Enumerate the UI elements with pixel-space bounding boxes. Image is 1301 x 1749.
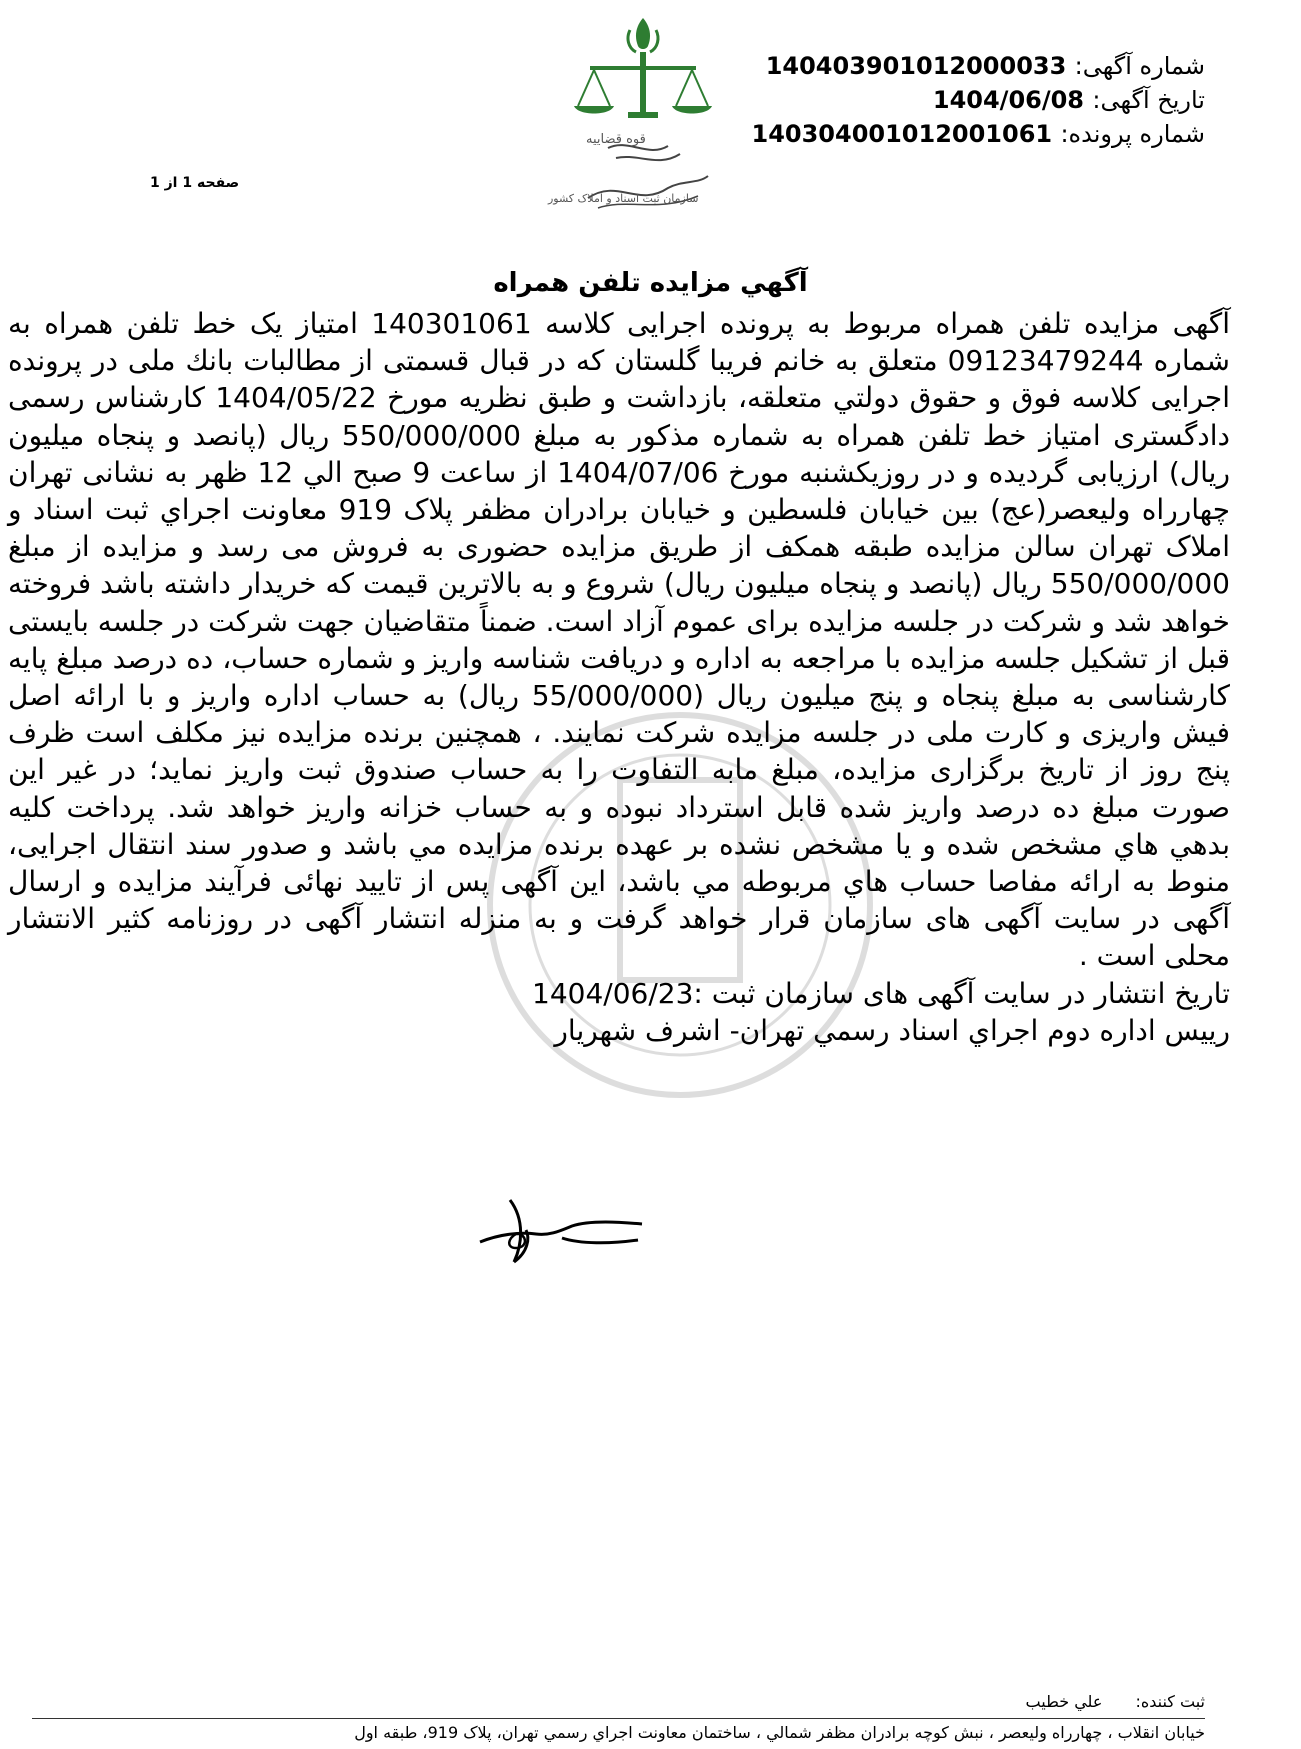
publish-date-line: تاریخ انتشار در سایت آگهی های سازمان ثبت :1404/06/23 <box>532 976 1230 1010</box>
notice-number-label: شماره آگهی: <box>1074 52 1205 80</box>
judiciary-emblem-icon <box>568 8 718 223</box>
notice-body <box>8 305 1230 1049</box>
notice-number-line <box>766 52 1205 80</box>
emblem-caption-organization: سازمان ثبت اسناد و املاک کشور <box>548 192 699 205</box>
case-number-label: شماره پرونده: <box>1060 120 1205 148</box>
case-number-line <box>752 120 1206 148</box>
page-title: آگهي مزايده تلفن همراه <box>493 268 808 298</box>
notice-date-label: تاریخ آگهی: <box>1092 86 1205 114</box>
registrar-label: ثبت کننده: <box>1135 1692 1205 1711</box>
case-number-value: 140304001012001061 <box>751 120 1053 148</box>
signer-line: رییس اداره دوم اجراي اسناد رسمي تهران- اشرف شهريار <box>554 1013 1230 1047</box>
page-number: صفحه 1 از 1 <box>150 175 240 191</box>
notice-date-value: 1404/06/08 <box>932 86 1084 114</box>
footer-address: خيابان انقلاب ، چهارراه وليعصر ، نبش کوچه برادران مظفر شمالي ، ساختمان معاونت اجراي رسمي تهران، پلاک 919، طبقه اول <box>354 1723 1205 1742</box>
notice-date-line <box>933 86 1205 114</box>
notice-paragraph: آگهی مزایده تلفن همراه مربوط به پرونده اجرایی کلاسه 140301061 امتیاز یک خط تلفن همراه به شماره 09123479244 متعلق به خانم فریبا گلستان که در قبال قسمتی از مطالبات بانك ملی در پرونده اجرایی کلاسه فوق و حقوق دولتي متعلقه، بازداشت و طبق نظریه مورخ 1404/05/22 کارشناس رسمی دادگستری امتیاز خط تلفن همراه به شماره مذکور به مبلغ 550/000/000 ریال (پانصد و پنجاه میلیون ریال) ارزیابی گردیده و در روزیکشنبه مورخ 1404/07/06 از ساعت 9 صبح الي 12 ظهر به نشانی تهران چهارراه ولیعصر(عج) بین خیابان فلسطین و خیابان برادران مظفر پلاک 919 معاونت اجراي ثبت اسناد و املاک تهران سالن مزایده طبقه همکف از طریق مزایده حضوری به فروش می رسد و مزایده از مبلغ 550/000/000 ریال (پانصد و پنجاه میلیون ریال) شروع و به بالاترین قیمت که خریدار داشته باشد فروخته خواهد شد و شرکت در جلسه مزایده برای عموم آزاد است. ضمناً متقاضیان جهت شرکت در جلسه بایستی قبل از تشکیل جلسه مزایده با مراجعه به اداره و دریافت شناسه واریز و شماره حساب، ده درصد مبلغ پایه کارشناسی به مبلغ پنجاه و پنج میلیون ریال (55/000/000 ریال) به حساب اداره واریز و با ارائه اصل فیش واریزی و کارت ملی در جلسه مزایده شرکت نمایند. ، همچنین برنده مزایده نیز مکلف است ظرف پنج روز از تاریخ برگزاری مزایده، مبلغ مابه التفاوت را به حساب صندوق ثبت واریز نماید؛ در غیر این صورت مبلغ ده درصد واریز شده قابل استرداد نبوده و به حساب خزانه واریز خواهد شد. پرداخت کلیه بدهي هاي مشخص شده و یا مشخص نشده بر عهده برنده مزایده مي باشد و صدور سند انتقال اجرایی، منوط به ارائه مفاصا حساب هاي مربوطه مي باشد، این آگهی پس از تایید نهائی فرآیند مزایده و ارسال آگهی در سایت آگهی های سازمان قرار خواهد گرفت و به منزله انتشار آگهی در روزنامه کثیر الانتشار محلی است . <box>8 307 1231 973</box>
signature-icon <box>470 1190 650 1270</box>
footer-divider <box>32 1718 1205 1719</box>
notice-number-value: 140403901012000033 <box>765 52 1067 80</box>
emblem-caption-judiciary: قوه قضاییه <box>586 132 646 147</box>
registrar-line <box>1026 1692 1205 1711</box>
registrar-name: علي خطيب <box>1025 1692 1103 1711</box>
